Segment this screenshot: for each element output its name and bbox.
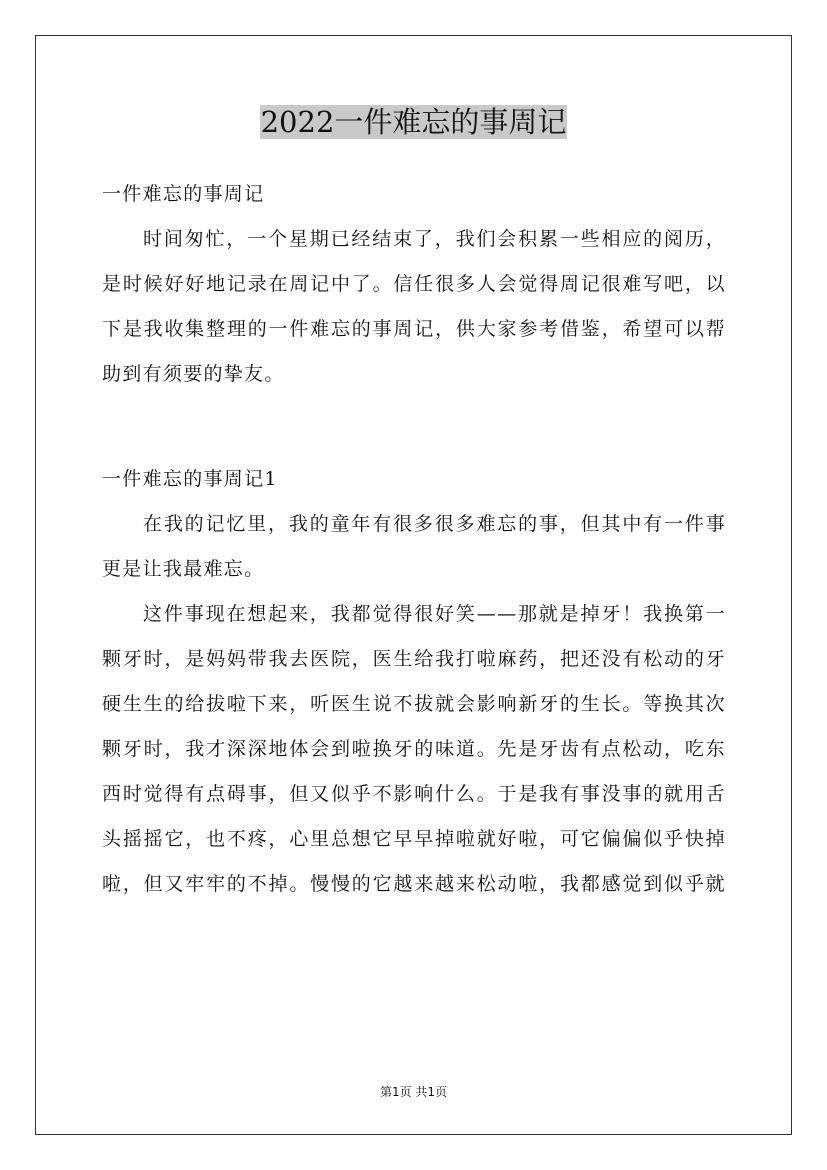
paragraph-1 (102, 502, 726, 592)
document-subtitle: 一件难忘的事周记 (102, 183, 265, 205)
paragraph-line: 时间匆忙，一个星期已经结束了，我们会积累一些相应的阅历， (143, 228, 726, 250)
document-body (102, 172, 726, 907)
paragraph-line: 颗牙时，我才深深地体会到啦换牙的味道。先是牙齿有点松动，吃东 (102, 738, 726, 760)
paragraph-line: 西时觉得有点碍事，但又似乎不影响什么。于是我有事没事的就用舌 (102, 783, 726, 805)
paragraph-line: 这件事现在想起来，我都觉得很好笑——那就是掉牙！我换第一 (143, 603, 726, 625)
section-heading: 一件难忘的事周记1 (102, 468, 278, 490)
page-footer: 第1页 共1页 (379, 1085, 448, 1099)
paragraph-line: 头摇摇它，也不疼，心里总想它早早掉啦就好啦，可它偏偏似乎快掉 (102, 828, 726, 850)
paragraph-line: 下是我收集整理的一件难忘的事周记，供大家参考借鉴，希望可以帮 (102, 318, 726, 340)
paragraph-line: 啦，但又牢牢的不掉。慢慢的它越来越来松动啦，我都感觉到似乎就 (102, 873, 726, 895)
document-title: 2022一件难忘的事周记 (260, 105, 567, 139)
paragraph-line: 硬生生的给拔啦下来，听医生说不拔就会影响新牙的生长。等换其次 (102, 693, 726, 715)
paragraph-2 (102, 592, 726, 907)
paragraph-line: 更是让我最难忘。 (102, 558, 265, 580)
paragraph-line: 助到有须要的挚友。 (102, 363, 285, 385)
paragraph-line: 颗牙时，是妈妈带我去医院，医生给我打啦麻药，把还没有松动的牙 (102, 648, 726, 670)
spacer (102, 397, 726, 457)
intro-paragraph (102, 217, 726, 397)
paragraph-line: 是时候好好地记录在周记中了。信任很多人会觉得周记很难写吧，以 (102, 273, 726, 295)
paragraph-line: 在我的记忆里，我的童年有很多很多难忘的事，但其中有一件事 (143, 513, 726, 535)
